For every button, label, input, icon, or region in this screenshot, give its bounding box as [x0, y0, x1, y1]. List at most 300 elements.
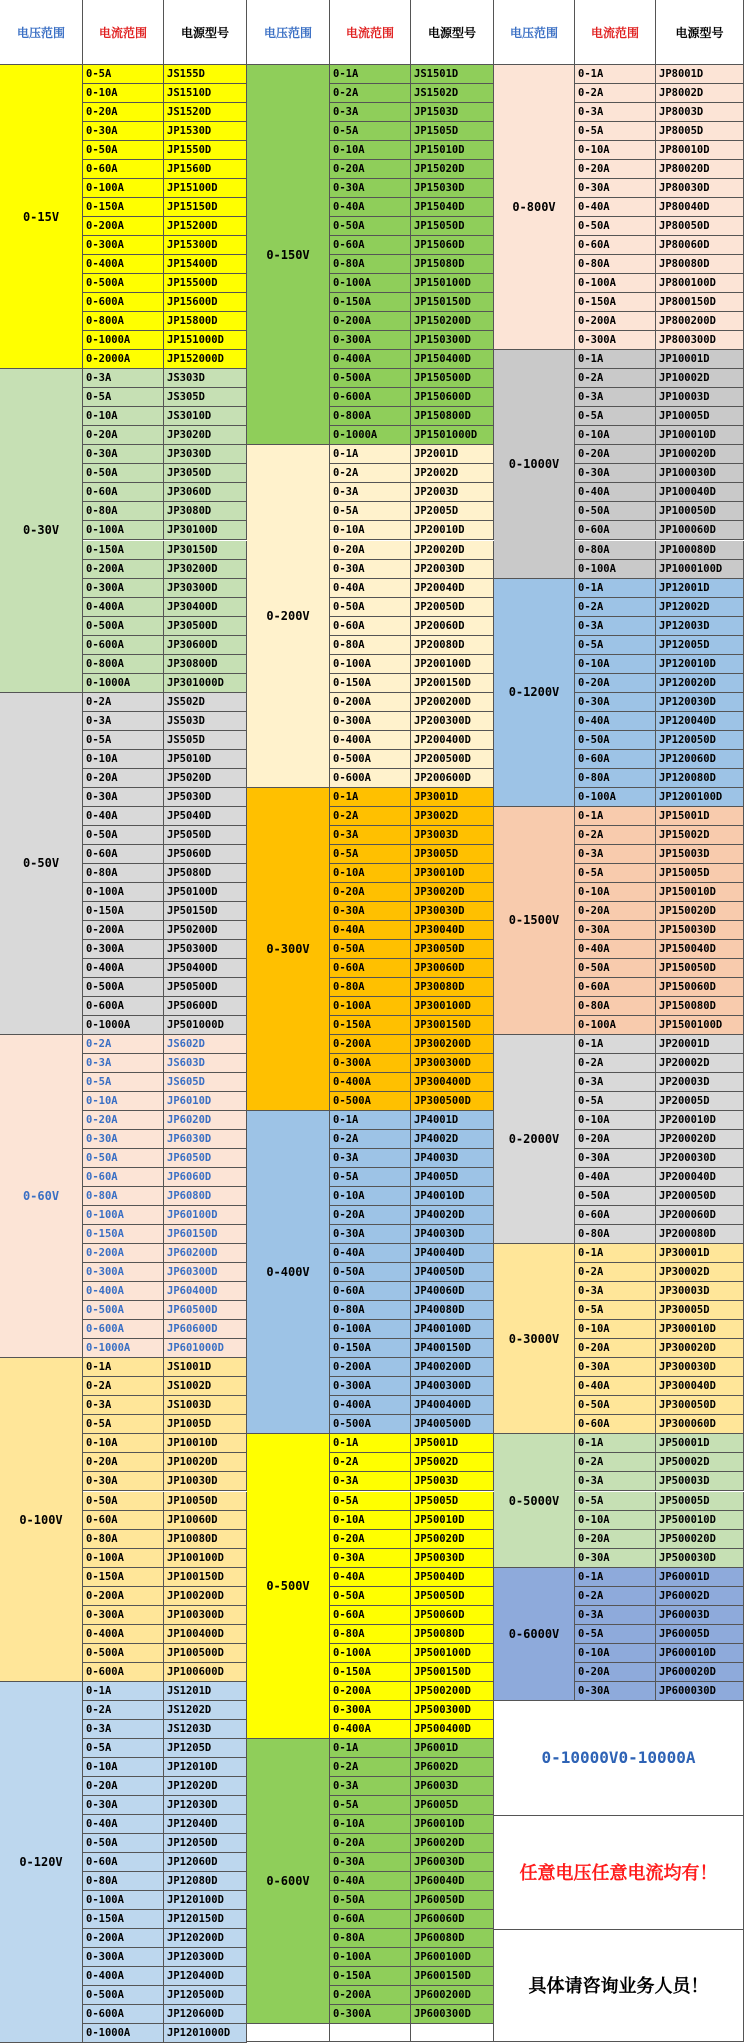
power-model-cell: JP80020D	[656, 160, 744, 179]
current-range-cell: 0-60A	[330, 1606, 411, 1625]
current-range-cell: 0-40A	[330, 1568, 411, 1587]
power-model-cell: JP12005D	[656, 636, 744, 655]
current-range-cell: 0-400A	[330, 1073, 411, 1092]
current-range-cell: 0-3A	[575, 617, 656, 636]
current-range-cell: 0-1A	[575, 1035, 656, 1054]
current-range-cell: 0-400A	[83, 255, 164, 274]
current-range-cell: 0-3A	[83, 1720, 164, 1739]
current-range-cell: 0-80A	[330, 255, 411, 274]
power-model-cell: JP40020D	[411, 1206, 494, 1225]
current-range-cell: 0-40A	[330, 579, 411, 598]
power-model-cell: JS1202D	[164, 1701, 247, 1720]
current-range-cell: 0-40A	[330, 198, 411, 217]
voltage-range-cell: 0-500V	[247, 1434, 330, 1738]
power-model-cell: JP60001D	[656, 1568, 744, 1587]
current-range-cell: 0-10A	[330, 864, 411, 883]
current-range-cell: 0-20A	[83, 769, 164, 788]
power-model-cell: JP10005D	[656, 407, 744, 426]
current-range-cell: 0-10A	[575, 1111, 656, 1130]
power-model-cell: JP60040D	[411, 1872, 494, 1891]
current-range-cell: 0-50A	[83, 1492, 164, 1511]
current-range-cell: 0-50A	[83, 1834, 164, 1853]
current-range-cell: 0-50A	[83, 141, 164, 160]
power-model-cell: JP150030D	[656, 921, 744, 940]
current-range-cell: 0-80A	[330, 1625, 411, 1644]
current-range-cell: 0-60A	[575, 750, 656, 769]
current-range-cell: 0-40A	[575, 1168, 656, 1187]
voltage-range-cell: 0-6000V	[494, 1568, 575, 1701]
current-range-cell: 0-40A	[83, 1815, 164, 1834]
power-model-cell: JP15600D	[164, 293, 247, 312]
current-range-cell: 0-5A	[83, 388, 164, 407]
power-model-cell: JP2001D	[411, 445, 494, 464]
power-model-cell: JP150020D	[656, 902, 744, 921]
current-range-cell: 0-20A	[330, 1834, 411, 1853]
power-model-cell: JP200020D	[656, 1130, 744, 1149]
power-model-cell: JP8002D	[656, 84, 744, 103]
current-range-cell: 0-2A	[83, 693, 164, 712]
power-model-cell: JP150300D	[411, 331, 494, 350]
power-model-cell: JP200100D	[411, 655, 494, 674]
current-range-cell: 0-3A	[575, 1472, 656, 1491]
power-model-cell: JP200080D	[656, 1225, 744, 1244]
power-model-cell: JS1002D	[164, 1377, 247, 1396]
power-model-cell: JP800100D	[656, 274, 744, 293]
current-range-cell: 0-60A	[330, 617, 411, 636]
power-model-cell: JP100020D	[656, 445, 744, 464]
power-model-cell: JP100600D	[164, 1663, 247, 1682]
power-model-cell: JP10030D	[164, 1472, 247, 1491]
power-model-cell: JP200050D	[656, 1187, 744, 1206]
current-range-cell: 0-80A	[83, 1187, 164, 1206]
current-range-cell: 0-400A	[330, 1720, 411, 1739]
power-model-cell: JP60150D	[164, 1225, 247, 1244]
current-range-cell: 0-30A	[330, 560, 411, 579]
power-model-cell: JP300010D	[656, 1320, 744, 1339]
current-range-cell: 0-500A	[83, 1301, 164, 1320]
power-model-cell: JS1003D	[164, 1396, 247, 1415]
power-model-cell: JP30030D	[411, 902, 494, 921]
power-model-cell: JP400400D	[411, 1396, 494, 1415]
power-model-cell: JP100010D	[656, 426, 744, 445]
header-voltage-range: 电压范围	[247, 0, 330, 65]
current-range-cell: 0-2A	[330, 1758, 411, 1777]
power-model-cell: JP1005D	[164, 1415, 247, 1434]
current-range-cell: 0-50A	[575, 1187, 656, 1206]
power-model-cell: JP200150D	[411, 674, 494, 693]
voltage-range-cell: 0-200V	[247, 445, 330, 787]
power-model-cell: JP600010D	[656, 1644, 744, 1663]
power-model-cell: JP1505D	[411, 122, 494, 141]
power-model-cell: JP30150D	[164, 541, 247, 560]
power-model-cell: JP400500D	[411, 1415, 494, 1434]
power-model-cell: JP100080D	[656, 541, 744, 560]
current-range-cell: 0-3A	[83, 369, 164, 388]
current-range-cell: 0-80A	[330, 636, 411, 655]
current-range-cell: 0-10A	[83, 84, 164, 103]
power-model-cell: JP200500D	[411, 750, 494, 769]
power-model-cell: JP15001D	[656, 807, 744, 826]
power-model-cell: JP500010D	[656, 1511, 744, 1530]
power-model-cell: JP6005D	[411, 1796, 494, 1815]
current-range-cell: 0-1A	[575, 1244, 656, 1263]
current-range-cell: 0-40A	[575, 483, 656, 502]
power-model-cell: JP30001D	[656, 1244, 744, 1263]
current-range-cell: 0-100A	[330, 1320, 411, 1339]
power-model-cell: JP600200D	[411, 1986, 494, 2005]
current-range-cell: 0-150A	[330, 1016, 411, 1035]
current-range-cell: 0-5A	[575, 636, 656, 655]
power-model-cell: JP300400D	[411, 1073, 494, 1092]
current-range-cell: 0-200A	[330, 1358, 411, 1377]
power-model-cell: JP3002D	[411, 807, 494, 826]
voltage-range-cell: 0-600V	[247, 1739, 330, 2024]
power-model-cell: JP400100D	[411, 1320, 494, 1339]
current-range-cell: 0-150A	[83, 1910, 164, 1929]
power-model-cell: JS1501D	[411, 65, 494, 84]
current-range-cell: 0-400A	[330, 1396, 411, 1415]
empty-cell	[247, 2024, 330, 2042]
current-range-cell: 0-1A	[83, 1682, 164, 1701]
current-range-cell: 0-1A	[330, 65, 411, 84]
current-range-cell: 0-40A	[330, 1872, 411, 1891]
empty-cell	[411, 2024, 494, 2042]
current-range-cell: 0-5A	[575, 407, 656, 426]
current-range-cell: 0-400A	[83, 1967, 164, 1986]
voltage-range-cell: 0-3000V	[494, 1244, 575, 1434]
current-range-cell: 0-30A	[575, 1549, 656, 1568]
power-model-cell: JP150500D	[411, 369, 494, 388]
power-model-cell: JP12050D	[164, 1834, 247, 1853]
power-model-cell: JP80040D	[656, 198, 744, 217]
power-model-cell: JP300200D	[411, 1035, 494, 1054]
power-model-cell: JP30080D	[411, 978, 494, 997]
power-model-cell: JP150060D	[656, 978, 744, 997]
power-model-cell: JP30300D	[164, 579, 247, 598]
current-range-cell: 0-20A	[83, 426, 164, 445]
current-range-cell: 0-30A	[575, 921, 656, 940]
power-model-cell: JP3060D	[164, 483, 247, 502]
current-range-cell: 0-60A	[330, 959, 411, 978]
current-range-cell: 0-20A	[575, 160, 656, 179]
current-range-cell: 0-3A	[575, 1606, 656, 1625]
current-range-cell: 0-2000A	[83, 350, 164, 369]
current-range-cell: 0-300A	[330, 1377, 411, 1396]
current-range-cell: 0-40A	[330, 1244, 411, 1263]
current-range-cell: 0-10A	[83, 1092, 164, 1111]
current-range-cell: 0-30A	[83, 788, 164, 807]
current-range-cell: 0-30A	[330, 1225, 411, 1244]
current-range-cell: 0-600A	[83, 2005, 164, 2024]
current-range-cell: 0-1A	[575, 807, 656, 826]
current-range-cell: 0-5A	[330, 1168, 411, 1187]
header-current-range: 电流范围	[575, 0, 656, 65]
power-model-cell: JP1503D	[411, 103, 494, 122]
power-model-cell: JP80030D	[656, 179, 744, 198]
power-model-cell: JP20005D	[656, 1092, 744, 1111]
power-model-cell: JP60400D	[164, 1282, 247, 1301]
power-model-cell: JS155D	[164, 65, 247, 84]
current-range-cell: 0-150A	[83, 1225, 164, 1244]
header-voltage-range: 电压范围	[0, 0, 83, 65]
power-model-cell: JP600020D	[656, 1663, 744, 1682]
power-model-cell: JP300040D	[656, 1377, 744, 1396]
power-model-cell: JP60060D	[411, 1910, 494, 1929]
power-model-cell: JP1201000D	[164, 2024, 247, 2043]
power-model-cell: JP60050D	[411, 1891, 494, 1910]
current-range-cell: 0-3A	[83, 1054, 164, 1073]
current-range-cell: 0-500A	[83, 1644, 164, 1663]
current-range-cell: 0-5A	[575, 1092, 656, 1111]
current-range-cell: 0-60A	[330, 236, 411, 255]
power-model-cell: JP60080D	[411, 1929, 494, 1948]
current-range-cell: 0-60A	[575, 521, 656, 540]
current-range-cell: 0-30A	[330, 902, 411, 921]
power-model-cell: JP50050D	[411, 1587, 494, 1606]
power-model-cell: JP120050D	[656, 731, 744, 750]
current-range-cell: 0-80A	[575, 997, 656, 1016]
power-model-cell: JP30100D	[164, 521, 247, 540]
power-model-cell: JP30060D	[411, 959, 494, 978]
power-model-cell: JP30040D	[411, 921, 494, 940]
current-range-cell: 0-10A	[575, 883, 656, 902]
power-model-cell: JP20060D	[411, 617, 494, 636]
current-range-cell: 0-80A	[83, 864, 164, 883]
power-model-cell: JS603D	[164, 1054, 247, 1073]
power-model-cell: JP30400D	[164, 598, 247, 617]
power-model-cell: JP400200D	[411, 1358, 494, 1377]
current-range-cell: 0-800A	[83, 655, 164, 674]
current-range-cell: 0-300A	[83, 1948, 164, 1967]
power-model-cell: JP30050D	[411, 940, 494, 959]
current-range-cell: 0-150A	[330, 1967, 411, 1986]
power-model-cell: JP5030D	[164, 788, 247, 807]
current-range-cell: 0-30A	[575, 1682, 656, 1701]
power-model-cell: JS1203D	[164, 1720, 247, 1739]
power-model-cell: JP12080D	[164, 1872, 247, 1891]
current-range-cell: 0-80A	[575, 769, 656, 788]
power-model-cell: JP60030D	[411, 1853, 494, 1872]
current-range-cell: 0-300A	[83, 236, 164, 255]
power-model-cell: JP50001D	[656, 1434, 744, 1453]
power-model-cell: JP120040D	[656, 712, 744, 731]
power-model-cell: JP30800D	[164, 655, 247, 674]
current-range-cell: 0-10A	[330, 1815, 411, 1834]
power-model-cell: JP1200100D	[656, 788, 744, 807]
power-model-cell: JP5005D	[411, 1492, 494, 1511]
current-range-cell: 0-200A	[83, 1244, 164, 1263]
current-range-cell: 0-100A	[330, 997, 411, 1016]
current-range-cell: 0-100A	[575, 788, 656, 807]
current-range-cell: 0-1000A	[83, 1339, 164, 1358]
power-model-cell: JP40040D	[411, 1244, 494, 1263]
current-range-cell: 0-3A	[575, 103, 656, 122]
power-model-cell: JP50150D	[164, 902, 247, 921]
power-model-cell: JP500020D	[656, 1530, 744, 1549]
power-model-cell: JP50500D	[164, 978, 247, 997]
current-range-cell: 0-1A	[575, 1568, 656, 1587]
power-model-cell: JP200400D	[411, 731, 494, 750]
power-model-cell: JS503D	[164, 712, 247, 731]
power-model-cell: JP600100D	[411, 1948, 494, 1967]
current-range-cell: 0-40A	[575, 198, 656, 217]
power-model-cell: JP100030D	[656, 464, 744, 483]
current-range-cell: 0-20A	[575, 1530, 656, 1549]
power-model-cell: JP15003D	[656, 845, 744, 864]
current-range-cell: 0-80A	[83, 1530, 164, 1549]
current-range-cell: 0-5A	[575, 1492, 656, 1511]
power-model-cell: JP12002D	[656, 598, 744, 617]
power-model-cell: JP200060D	[656, 1206, 744, 1225]
current-range-cell: 0-20A	[83, 1777, 164, 1796]
power-model-cell: JP20040D	[411, 579, 494, 598]
current-range-cell: 0-5A	[330, 1796, 411, 1815]
current-range-cell: 0-20A	[575, 1339, 656, 1358]
power-model-cell: JS505D	[164, 731, 247, 750]
current-range-cell: 0-30A	[83, 1130, 164, 1149]
current-range-cell: 0-600A	[83, 293, 164, 312]
power-model-cell: JP1550D	[164, 141, 247, 160]
power-model-cell: JP50600D	[164, 997, 247, 1016]
power-model-cell: JP150200D	[411, 312, 494, 331]
current-range-cell: 0-60A	[83, 845, 164, 864]
power-model-cell: JP120100D	[164, 1891, 247, 1910]
voltage-range-cell: 0-300V	[247, 788, 330, 1111]
current-range-cell: 0-2A	[575, 1587, 656, 1606]
current-range-cell: 0-600A	[330, 388, 411, 407]
power-model-cell: JP200200D	[411, 693, 494, 712]
current-range-cell: 0-100A	[330, 274, 411, 293]
power-model-cell: JP120200D	[164, 1929, 247, 1948]
power-model-cell: JP100100D	[164, 1549, 247, 1568]
current-range-cell: 0-60A	[83, 1853, 164, 1872]
current-range-cell: 0-80A	[330, 978, 411, 997]
power-model-cell: JP120080D	[656, 769, 744, 788]
current-range-cell: 0-20A	[575, 674, 656, 693]
current-range-cell: 0-60A	[575, 1206, 656, 1225]
current-range-cell: 0-600A	[83, 997, 164, 1016]
power-model-cell: JP15010D	[411, 141, 494, 160]
power-model-cell: JS1201D	[164, 1682, 247, 1701]
current-range-cell: 0-3A	[575, 1282, 656, 1301]
current-range-cell: 0-2A	[575, 1263, 656, 1282]
current-range-cell: 0-2A	[330, 1453, 411, 1472]
current-range-cell: 0-50A	[330, 1587, 411, 1606]
power-model-cell: JP40050D	[411, 1263, 494, 1282]
power-model-cell: JP50040D	[411, 1568, 494, 1587]
current-range-cell: 0-30A	[575, 1358, 656, 1377]
power-model-cell: JP50010D	[411, 1511, 494, 1530]
current-range-cell: 0-300A	[83, 940, 164, 959]
power-model-cell: JP5050D	[164, 826, 247, 845]
power-model-cell: JP2005D	[411, 502, 494, 521]
current-range-cell: 0-500A	[330, 750, 411, 769]
power-model-cell: JP15005D	[656, 864, 744, 883]
current-range-cell: 0-2A	[330, 84, 411, 103]
current-range-cell: 0-1A	[330, 788, 411, 807]
voltage-range-cell: 0-800V	[494, 65, 575, 350]
current-range-cell: 0-50A	[330, 1891, 411, 1910]
voltage-range-cell: 0-1500V	[494, 807, 575, 1035]
current-range-cell: 0-1000A	[330, 426, 411, 445]
power-model-cell: JP6030D	[164, 1130, 247, 1149]
power-model-cell: JP500030D	[656, 1549, 744, 1568]
power-model-cell: JP80010D	[656, 141, 744, 160]
current-range-cell: 0-50A	[575, 217, 656, 236]
current-range-cell: 0-300A	[83, 1263, 164, 1282]
power-model-cell: JP60200D	[164, 1244, 247, 1263]
current-range-cell: 0-2A	[330, 464, 411, 483]
current-range-cell: 0-2A	[575, 826, 656, 845]
power-model-cell: JS1001D	[164, 1358, 247, 1377]
current-range-cell: 0-3A	[575, 845, 656, 864]
header-voltage-range: 电压范围	[494, 0, 575, 65]
current-range-cell: 0-40A	[575, 1377, 656, 1396]
voltage-range-cell: 0-60V	[0, 1035, 83, 1358]
current-range-cell: 0-100A	[83, 1206, 164, 1225]
power-model-cell: JP10002D	[656, 369, 744, 388]
current-range-cell: 0-20A	[330, 1530, 411, 1549]
power-model-cell: JP10001D	[656, 350, 744, 369]
current-range-cell: 0-20A	[575, 445, 656, 464]
power-model-cell: JP12020D	[164, 1777, 247, 1796]
power-model-cell: JP12003D	[656, 617, 744, 636]
current-range-cell: 0-300A	[83, 1606, 164, 1625]
voltage-range-cell: 0-1200V	[494, 579, 575, 807]
voltage-range-cell: 0-120V	[0, 1682, 83, 2043]
power-model-cell: JP12001D	[656, 579, 744, 598]
current-range-cell: 0-800A	[83, 312, 164, 331]
current-range-cell: 0-30A	[575, 464, 656, 483]
power-model-cell: JP6002D	[411, 1758, 494, 1777]
current-range-cell: 0-150A	[83, 541, 164, 560]
current-range-cell: 0-100A	[83, 1549, 164, 1568]
power-model-cell: JP500300D	[411, 1701, 494, 1720]
current-range-cell: 0-200A	[330, 693, 411, 712]
current-range-cell: 0-20A	[330, 541, 411, 560]
current-range-cell: 0-2A	[83, 1377, 164, 1396]
power-model-cell: JS1510D	[164, 84, 247, 103]
current-range-cell: 0-10A	[575, 141, 656, 160]
power-model-cell: JP300060D	[656, 1415, 744, 1434]
current-range-cell: 0-100A	[83, 521, 164, 540]
current-range-cell: 0-50A	[330, 598, 411, 617]
current-range-cell: 0-300A	[330, 1701, 411, 1720]
power-model-cell: JS605D	[164, 1073, 247, 1092]
power-model-cell: JP400150D	[411, 1339, 494, 1358]
current-range-cell: 0-10A	[330, 1187, 411, 1206]
current-range-cell: 0-80A	[575, 255, 656, 274]
current-range-cell: 0-60A	[575, 1415, 656, 1434]
current-range-cell: 0-300A	[330, 331, 411, 350]
power-model-cell: JP12040D	[164, 1815, 247, 1834]
power-model-cell: JP8001D	[656, 65, 744, 84]
power-model-cell: JP10050D	[164, 1492, 247, 1511]
power-model-cell: JP500400D	[411, 1720, 494, 1739]
current-range-cell: 0-1000A	[83, 1016, 164, 1035]
power-model-cell: JP15300D	[164, 236, 247, 255]
current-range-cell: 0-3A	[330, 1777, 411, 1796]
current-range-cell: 0-30A	[575, 179, 656, 198]
power-model-cell: JS602D	[164, 1035, 247, 1054]
current-range-cell: 0-50A	[575, 502, 656, 521]
current-range-cell: 0-400A	[83, 598, 164, 617]
power-model-cell: JP6050D	[164, 1149, 247, 1168]
current-range-cell: 0-500A	[83, 978, 164, 997]
power-model-cell: JP150010D	[656, 883, 744, 902]
power-model-cell: JP5002D	[411, 1453, 494, 1472]
current-range-cell: 0-150A	[83, 198, 164, 217]
